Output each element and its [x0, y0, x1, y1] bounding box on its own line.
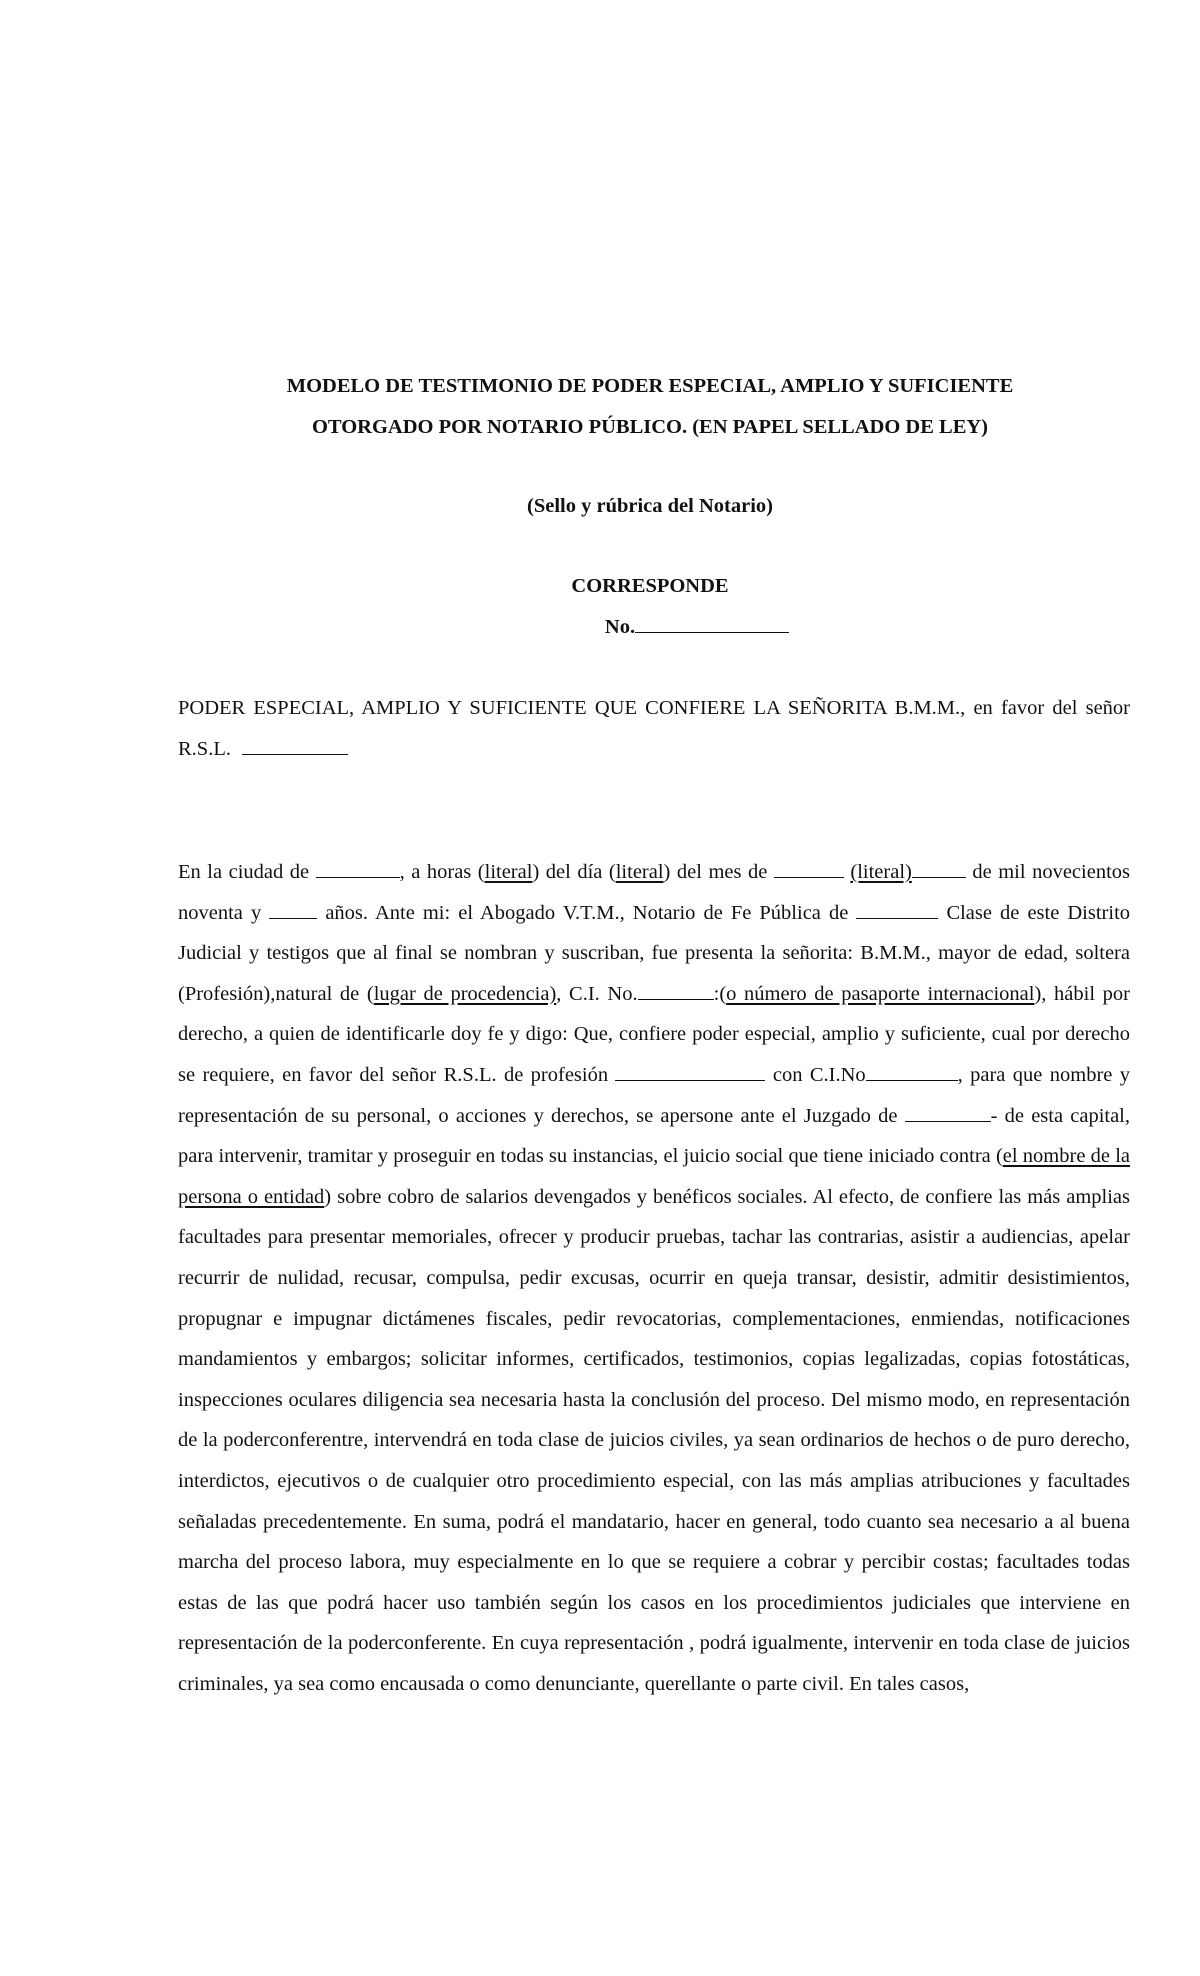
literal-month: (literal) — [850, 861, 912, 883]
body-text: , para que nombre y representación de su personal, o acciones y derechos, se apersone ante el Juzgado de — [178, 1063, 1130, 1127]
seal-note: (Sello y rúbrica del Notario) — [527, 495, 773, 517]
body-text: - de esta capital, para intervenir, tramitar y proseguir en todas su instancias, el juicio social que tiene iniciado contra ( — [178, 1104, 1131, 1168]
place-of-origin: lugar de procedencia) — [373, 982, 557, 1005]
ci-blank — [638, 998, 714, 1000]
power-heading — [178, 688, 1130, 770]
body-text: de mil novecientos noventa y — [178, 861, 1130, 924]
ci-number-blank — [866, 1079, 958, 1081]
body-text: años. Ante mi: el Abogado V.T.M., Notario de Fe Pública de — [325, 901, 849, 924]
number-blank — [635, 631, 789, 633]
number-line — [178, 607, 1122, 648]
city-blank — [316, 876, 400, 878]
body-text: ) sobre cobro de salarios devengados y benéficos sociales. Al efecto, de confiere las más amplias facultades para presentar memoriales, ofrecer y producir pruebas, tachar las contrarias, asistir a audiencias, apelar recurrir de nulidad, recusar, compulsa, pedir excusas, ocurrir en queja transar, desistir, admitir desistimientos, propugnar e impugnar dictámenes fiscales, pedir revocatorias, complementaciones, enmiendas, notificaciones mandamientos y embargos; solicitar informes, certificados, testimonios, copias legalizadas, copias fotostáticas, inspecciones oculares diligencia sea necesaria hasta la conclusión del proceso. Del mismo modo, en representación de la poderconferentre, intervendrá en toda clase de juicios civiles, ya sean ordinarios de hechos o de puro derecho, interdictos, ejecutivos o de cualquier otro procedimiento especial, con las más amplias atribuciones y facultades señaladas precedentemente. En suma, podrá el mandatario, hacer en general, todo cuanto sea necesario a al buena marcha del proceso labora, muy especialmente en lo que se requiere a cobrar y percibir costas; facultades todas estas de las que podrá hacer uso también según los casos en los procedimientos judiciales que interviene en representación de la poderconferente. En cuya representación , podrá igualmente, intervenir en toda clase de juicios criminales, ya sea como encausada o como denunciante, querellante o parte civil. En tales casos, — [178, 1185, 1130, 1695]
body-text: ) del mes de — [663, 861, 768, 883]
body-text: con C.I.No — [772, 1063, 866, 1086]
number-label: No. — [604, 616, 636, 638]
heading-blank — [242, 753, 348, 755]
passport-number: o número de pasaporte internacional — [726, 982, 1035, 1005]
corresponde-label: CORRESPONDE — [571, 575, 729, 597]
month-blank — [774, 876, 844, 878]
profession-blank — [615, 1079, 765, 1081]
document-title — [178, 366, 1122, 448]
body-text: Clase de este Distrito Judicial y testigos que al final se nombran y suscriban, fue presenta la señorita: B.M.M., mayor de edad, soltera (Profesión),natural de ( — [178, 901, 1131, 1005]
body-text: ) del día ( — [532, 861, 616, 883]
body-text: , C.I. No. — [556, 982, 638, 1005]
literal-hour: literal — [484, 861, 533, 883]
heading-text: PODER ESPECIAL, AMPLIO Y SUFICIENTE QUE CONFIERE LA SEÑORITA B.M.M., en favor del señor R.S.L. — [178, 697, 1130, 760]
body-text: , a horas ( — [399, 861, 485, 883]
title-line-2: OTORGADO POR NOTARIO PÚBLICO. (EN PAPEL SELLADO DE LEY) — [311, 416, 988, 438]
body-text: En la ciudad de — [178, 861, 310, 883]
literal-day: literal — [615, 861, 664, 883]
year-blank — [269, 917, 317, 919]
body-text: :( — [713, 982, 727, 1005]
notary-class-blank — [856, 917, 938, 919]
body-paragraph — [178, 852, 1130, 1704]
defendant-entity: el nombre de la persona o entidad — [178, 1145, 1130, 1208]
court-blank — [905, 1120, 991, 1122]
body-text: ), hábil por derecho, a quien de identificarle doy fe y digo: Que, confiere poder especial, amplio y suficiente, cual por derecho se requiere, en favor del señor R.S.L. de profesión — [178, 982, 1130, 1086]
title-line-1: MODELO DE TESTIMONIO DE PODER ESPECIAL, AMPLIO Y SUFICIENTE — [286, 375, 1014, 397]
literal-blank — [912, 876, 966, 878]
